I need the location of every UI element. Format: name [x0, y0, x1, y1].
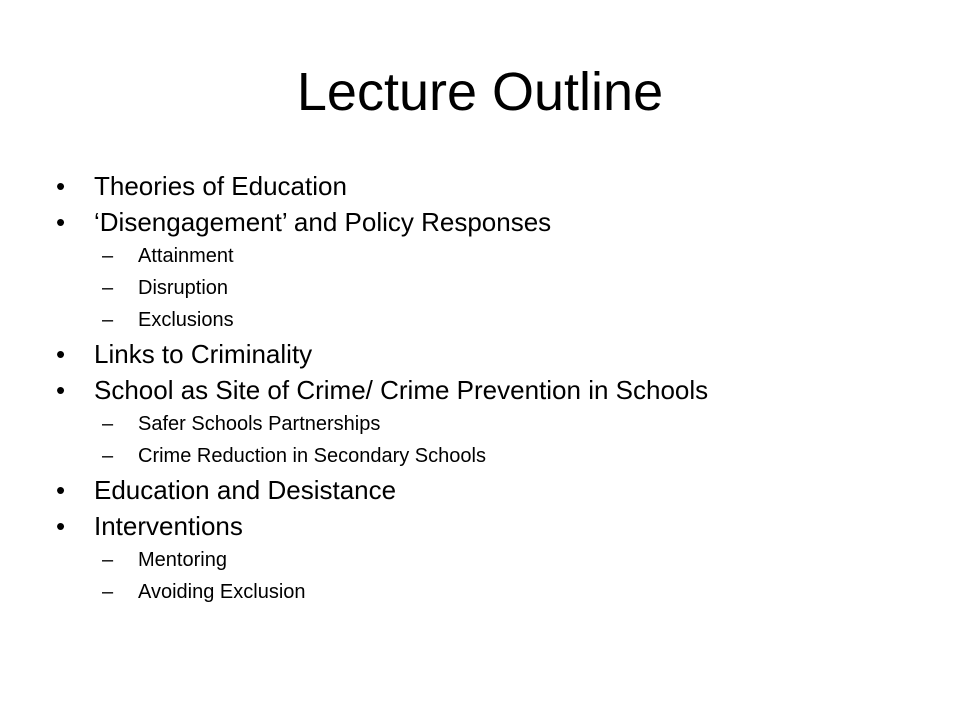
outline-item-label: ‘Disengagement’ and Policy Responses — [94, 207, 552, 237]
dash-marker: – — [102, 581, 114, 603]
outline-item — [56, 168, 708, 204]
outline-item — [56, 336, 708, 372]
bullet-marker: • — [56, 511, 66, 541]
bullet-marker: • — [56, 171, 66, 201]
outline-list — [56, 168, 708, 608]
outline-item — [56, 372, 708, 408]
slide-title: Lecture Outline — [296, 62, 664, 122]
bullet-marker: • — [56, 375, 66, 405]
outline-subitem — [56, 304, 708, 336]
outline-item-label: School as Site of Crime/ Crime Prevention in Schools — [94, 375, 709, 405]
outline-subitem — [56, 544, 708, 576]
outline-item — [56, 472, 708, 508]
outline-item — [56, 204, 708, 240]
outline-subitem-label: Attainment — [138, 245, 234, 267]
dash-marker: – — [102, 445, 114, 467]
outline-item-label: Theories of Education — [94, 171, 347, 201]
outline-subitem — [56, 240, 708, 272]
outline-item — [56, 508, 708, 544]
outline-subitem — [56, 408, 708, 440]
bullet-marker: • — [56, 339, 66, 369]
bullet-marker: • — [56, 207, 66, 237]
bullet-marker: • — [56, 475, 66, 505]
dash-marker: – — [102, 549, 114, 571]
outline-subitem-label: Avoiding Exclusion — [138, 581, 306, 603]
outline-subitem-label: Crime Reduction in Secondary Schools — [138, 445, 486, 467]
outline-subitem-label: Disruption — [138, 277, 229, 299]
dash-marker: – — [102, 413, 114, 435]
outline-item-label: Interventions — [94, 511, 243, 541]
dash-marker: – — [102, 245, 114, 267]
outline-subitem — [56, 576, 708, 608]
outline-subitem — [56, 272, 708, 304]
outline-item-label: Education and Desistance — [94, 475, 397, 505]
outline-subitem-label: Exclusions — [138, 309, 234, 331]
dash-marker: – — [102, 309, 114, 331]
outline-subitem — [56, 440, 708, 472]
outline-subitem-label: Mentoring — [138, 549, 227, 571]
dash-marker: – — [102, 277, 114, 299]
outline-subitem-label: Safer Schools Partnerships — [138, 413, 381, 435]
outline-item-label: Links to Criminality — [94, 339, 313, 369]
